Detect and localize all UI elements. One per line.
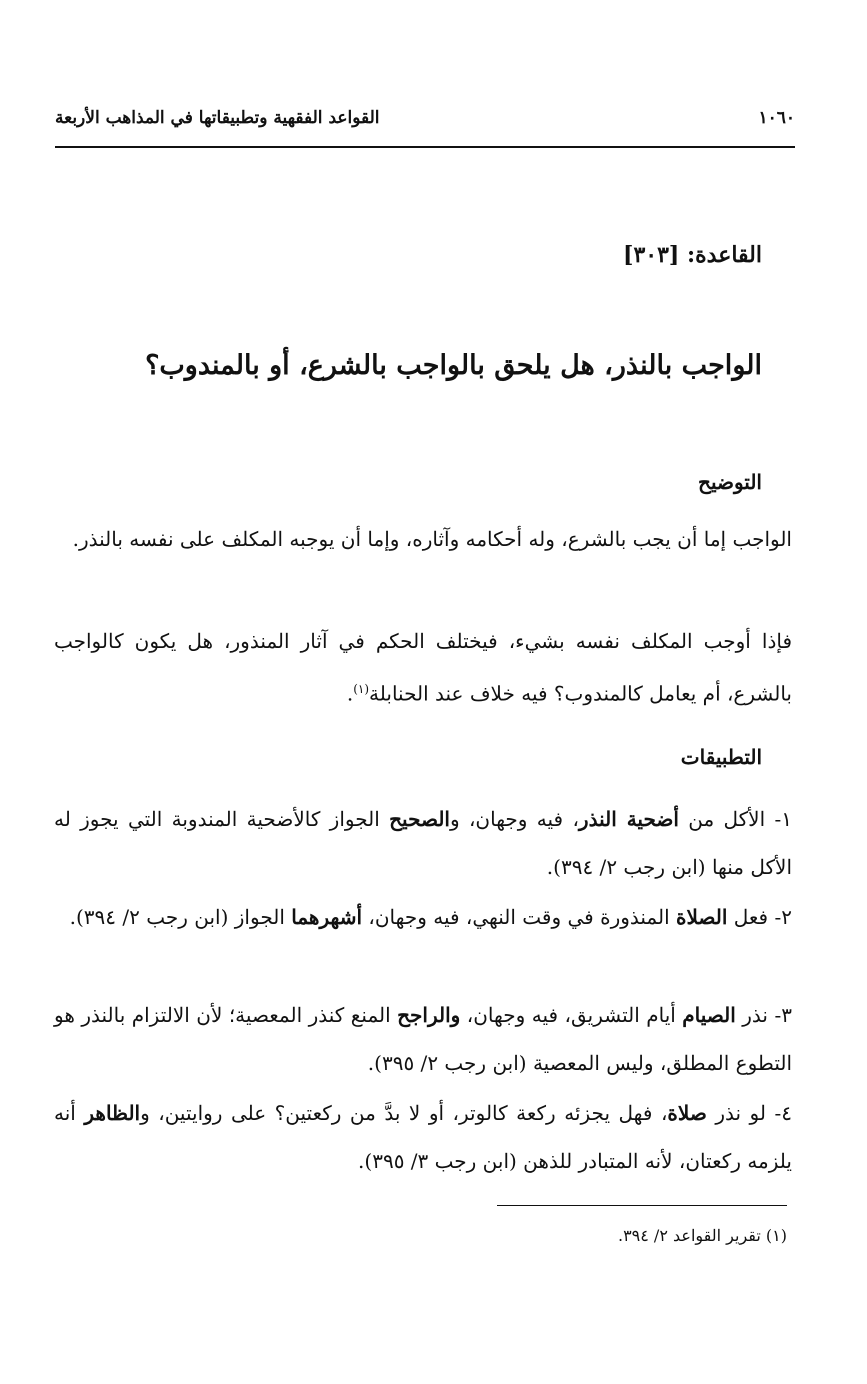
item-keyword: الصيام <box>682 1003 736 1027</box>
application-item-4 <box>54 1089 792 1185</box>
applications-heading: التطبيقات <box>680 745 762 769</box>
item-text: أنه يلزمه ركعتان، لأنه المتبادر للذهن (ابن رجب ٣/ ٣٩٥). <box>54 1101 792 1173</box>
book-title: القواعد الفقهية وتطبيقاتها في المذاهب الأربعة <box>55 108 380 128</box>
item-text: الأكل من <box>678 807 766 831</box>
footnote-text: تقرير القواعد ٢/ ٣٩٤. <box>617 1226 766 1245</box>
paragraph-2-end: . <box>346 681 354 706</box>
footnote-divider <box>497 1205 787 1206</box>
item-keyword: والراجح <box>397 1003 461 1027</box>
footnote-marker: (١) <box>765 1226 787 1245</box>
rule-number: [٣٠٣] <box>623 242 680 268</box>
explanation-paragraph-1: الواجب إما أن يجب بالشرع، وله أحكامه وآثاره، وإما أن يوجبه المكلف على نفسه بالنذر. <box>72 527 792 551</box>
item-text: ، فيه وجهان، و <box>449 807 579 831</box>
item-text: أيام التشريق، فيه وجهان، <box>460 1003 683 1027</box>
item-keyword: الصحيح <box>389 807 450 831</box>
rule-title: الواجب بالنذر، هل يلحق بالواجب بالشرع، أو بالمندوب؟ <box>145 350 762 381</box>
item-text: المنع كنذر المعصية؛ لأن الالتزام بالنذر هو التطوع المطلق، وليس المعصية (ابن رجب ٢/ ٣٩٥). <box>54 1003 792 1075</box>
item-text: الجواز كالأضحية المندوبة التي يجوز له الأكل منها (ابن رجب ٢/ ٣٩٤). <box>54 807 792 879</box>
paragraph-2-text: فإذا أوجب المكلف نفسه بشيء، فيختلف الحكم في آثار المنذور، هل يكون كالواجب بالشرع، أم يعامل كالمندوب؟ فيه خلاف عند الحنابلة <box>54 629 792 706</box>
item-text: فعل <box>727 905 769 929</box>
item-keyword: الظاهر <box>84 1101 141 1125</box>
item-number: ٢- <box>768 905 792 929</box>
item-text: لو نذر <box>706 1101 766 1125</box>
item-keyword: أشهرهما <box>291 905 363 929</box>
header-divider <box>55 146 795 148</box>
item-keyword: الصلاة <box>676 905 728 929</box>
running-header <box>55 108 795 128</box>
rule-label <box>623 242 762 268</box>
footnote-reference: (١) <box>353 682 370 696</box>
item-text: الجواز (ابن رجب ٢/ ٣٩٤). <box>69 905 292 929</box>
rule-label-text: القاعدة: <box>687 242 762 268</box>
item-keyword: صلاة <box>667 1101 707 1125</box>
item-number: ٤- <box>765 1101 792 1125</box>
item-keyword: أضحية النذر <box>578 807 679 831</box>
application-item-3 <box>54 991 792 1087</box>
footnote <box>618 1226 787 1245</box>
explanation-heading: التوضيح <box>698 470 762 494</box>
application-item-2 <box>54 893 792 941</box>
item-text: المنذورة في وقت النهي، فيه وجهان، <box>362 905 676 929</box>
page-number: ١٠٦٠ <box>758 108 795 128</box>
application-item-1 <box>54 795 792 891</box>
item-number: ٣- <box>768 1003 792 1027</box>
item-number: ١- <box>765 807 792 831</box>
explanation-paragraph-2 <box>54 617 792 718</box>
item-text: ، فهل يجزئه ركعة كالوتر، أو لا بدَّ من ركعتين؟ على روايتين، و <box>140 1101 668 1125</box>
item-text: نذر <box>735 1003 768 1027</box>
